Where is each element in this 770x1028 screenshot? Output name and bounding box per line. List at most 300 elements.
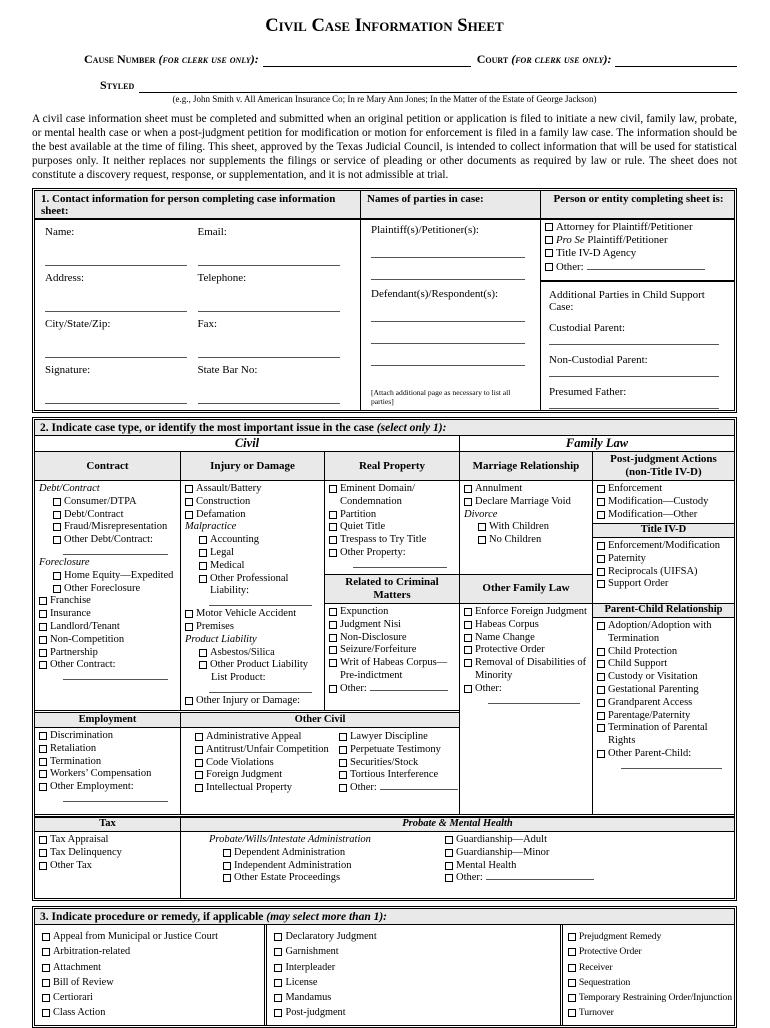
section-1-contact-information — [32, 188, 737, 413]
checkbox-other-estate-proceedings[interactable] — [223, 874, 231, 882]
checkbox-administrative-appeal[interactable] — [195, 733, 203, 741]
checkbox-premises[interactable] — [185, 623, 193, 631]
checkbox-attachment[interactable] — [42, 964, 50, 972]
checkbox-protective-order[interactable] — [464, 646, 472, 654]
checkbox-judgment-nisi[interactable] — [329, 621, 337, 629]
label-modification-custody: Modification—Custody — [608, 495, 709, 507]
checkbox-habeas-corpus[interactable] — [464, 621, 472, 629]
court-label: Court — [476, 52, 509, 66]
fill-in-line[interactable] — [370, 683, 448, 691]
label-other-professional-liability: Other Professional Liability: — [210, 572, 289, 597]
checkbox-name-change[interactable] — [464, 634, 472, 642]
other-civil-lists — [181, 728, 459, 814]
label-foreign-judgment: Foreign Judgment — [206, 769, 283, 781]
custodial-parent-field-group — [549, 322, 726, 345]
defendant-line-1[interactable] — [371, 300, 525, 322]
probate-mental-health-column — [181, 817, 734, 898]
title-iv-d-header: Title IV-D — [593, 523, 734, 538]
checkbox-reciprocals-uifsa[interactable] — [597, 568, 605, 576]
label-modification-other: Modification—Other — [608, 508, 698, 520]
name-field-group — [45, 226, 198, 271]
checkbox-appeal-from-municipal-or-justice-court[interactable] — [42, 933, 50, 941]
group-label-foreclosure: Foreclosure — [39, 556, 90, 568]
checkbox-other[interactable] — [545, 263, 553, 271]
label-expunction: Expunction — [340, 606, 389, 617]
checkbox-other[interactable] — [329, 685, 337, 693]
state-bar-no-input-line[interactable] — [198, 403, 340, 404]
checkbox-code-violations[interactable] — [195, 759, 203, 767]
fill-in-line[interactable] — [353, 560, 447, 568]
label-judgment-nisi: Judgment Nisi — [340, 618, 401, 630]
custodial-parent-label: Custodial Parent: — [549, 321, 626, 334]
post-judgment-actions-line-2: (non-Title IV-D) — [625, 466, 702, 478]
label-paternity: Paternity — [608, 552, 646, 564]
label-receiver: Receiver — [578, 961, 613, 973]
plaintiff-label: Plaintiff(s)/Petitioner(s): — [371, 224, 479, 236]
label-administrative-appeal: Administrative Appeal — [206, 731, 302, 742]
address-field-group — [45, 272, 198, 317]
civil-region — [35, 481, 460, 814]
label-other-property: Other Property: — [340, 546, 406, 558]
checkbox-guardianship-adult[interactable] — [445, 836, 453, 844]
telephone-input-line[interactable] — [198, 311, 340, 312]
label-sequestration: Sequestration — [578, 976, 631, 988]
label-perpetuate-testimony: Perpetuate Testimony — [350, 743, 441, 755]
section-3-title: 3. Indicate procedure or remedy, if applicable — [40, 911, 267, 923]
fill-in-line[interactable] — [63, 547, 168, 555]
label-name-change: Name Change — [475, 631, 535, 643]
label-guardianship-adult: Guardianship—Adult — [456, 834, 547, 845]
post-judgment-column — [593, 481, 734, 814]
label-home-equity-expedited: Home Equity—Expedited — [64, 569, 174, 581]
tax-probate-row — [35, 814, 734, 898]
label-tax-appraisal: Tax Appraisal — [50, 834, 109, 845]
fill-in-line[interactable] — [209, 685, 312, 693]
fill-in-line[interactable] — [587, 262, 705, 270]
label-fraud-misrepresentation: Fraud/Misrepresentation — [64, 521, 168, 533]
label-legal: Legal — [210, 546, 234, 558]
checkbox-tax-delinquency[interactable] — [39, 849, 47, 857]
checkbox-lawyer-discipline[interactable] — [339, 733, 347, 741]
fill-in-line[interactable] — [63, 672, 168, 680]
checkbox-assault-battery[interactable] — [185, 485, 193, 493]
label-tax-delinquency: Tax Delinquency — [50, 846, 122, 858]
label-code-violations: Code Violations — [206, 756, 274, 768]
custodial-parent-input-line[interactable] — [549, 334, 719, 345]
checkbox-writ-of-habeas-corpus-pre-indictment[interactable] — [329, 659, 337, 667]
section-2-body — [35, 481, 734, 814]
label-eminent-domain-condemnation: Eminent Domain/ Condemnation — [340, 483, 415, 507]
label-other-product-liability: Other Product Liability — [210, 659, 308, 671]
defendant-line-3[interactable] — [371, 344, 525, 366]
probate-mental-health-header: Probate & Mental Health — [181, 817, 734, 832]
label-other-tax: Other Tax — [50, 859, 92, 871]
checkbox-post-judgment[interactable] — [274, 1009, 282, 1017]
checkbox-declaratory-judgment[interactable] — [274, 933, 282, 941]
city-state-zip-field-group — [45, 318, 198, 363]
checkbox-enforcement[interactable] — [597, 485, 605, 493]
label-plaintiff-petitioner: Pro Se Plaintiff/Petitioner — [556, 234, 668, 247]
label-motor-vehicle-accident: Motor Vehicle Accident — [196, 608, 297, 620]
email-label: Email: — [197, 226, 227, 238]
checkbox-attorney-for-plaintiff-petitioner[interactable] — [545, 223, 553, 231]
checkbox-other-debt-contract[interactable] — [53, 536, 61, 544]
checkbox-intellectual-property[interactable] — [195, 784, 203, 792]
non-custodial-parent-field-group — [549, 354, 726, 377]
checkbox-eminent-domain-condemnation[interactable] — [329, 485, 337, 493]
checkbox-other-foreclosure[interactable] — [53, 585, 61, 593]
telephone-label: Telephone: — [197, 272, 247, 284]
injury-or-damage-header: Injury or Damage — [181, 452, 325, 480]
marriage-relationship-list — [460, 481, 592, 574]
employment-other-civil-row — [35, 710, 459, 814]
section-1-header-row — [35, 191, 734, 220]
procedure-list-2 — [267, 925, 562, 1025]
contract-list — [35, 481, 181, 710]
label-dependent-administration: Dependent Administration — [234, 846, 346, 858]
checkbox-accounting[interactable] — [199, 536, 207, 544]
address-input-line[interactable] — [45, 311, 187, 312]
other-family-law-header: Other Family Law — [460, 574, 592, 604]
label-non-disclosure: Non-Disclosure — [340, 631, 407, 643]
label-interpleader: Interpleader — [285, 961, 336, 973]
label-mental-health: Mental Health — [456, 859, 517, 871]
address-label: Address: — [45, 272, 85, 284]
label-franchise: Franchise — [50, 595, 91, 607]
label-with-children: With Children — [489, 521, 549, 533]
checkbox-turnover[interactable] — [568, 1009, 576, 1017]
fill-in-line[interactable] — [488, 696, 580, 704]
fax-label: Fax: — [197, 318, 218, 330]
checkbox-motor-vehicle-accident[interactable] — [185, 610, 193, 618]
title-iv-d-list — [593, 538, 734, 592]
section-2-title-note: (select only 1): — [376, 422, 447, 434]
parties-column — [361, 220, 541, 410]
telephone-field-group — [198, 272, 351, 317]
civil-family-header-row — [35, 436, 734, 452]
checkbox-garnishment[interactable] — [274, 948, 282, 956]
checkbox-home-equity-expedited[interactable] — [53, 572, 61, 580]
probate-list-b — [443, 832, 734, 898]
fax-input-line[interactable] — [198, 357, 340, 358]
checkbox-declare-marriage-void[interactable] — [464, 498, 472, 506]
checkbox-consumer-dtpa[interactable] — [53, 498, 61, 506]
parties-title: Names of parties in case: — [361, 191, 541, 218]
post-judgment-list — [593, 481, 734, 523]
checkbox-child-support[interactable] — [597, 660, 605, 668]
label-other-foreclosure: Other Foreclosure — [64, 582, 141, 594]
checkbox-partition[interactable] — [329, 511, 337, 519]
checkbox-tax-appraisal[interactable] — [39, 836, 47, 844]
checkbox-modification-other[interactable] — [597, 511, 605, 519]
attach-note: [Attach additional page as necessary to list all parties] — [371, 388, 511, 406]
label-discrimination: Discrimination — [50, 730, 113, 741]
checkbox-prejudgment-remedy[interactable] — [568, 933, 576, 941]
label-mandamus: Mandamus — [285, 992, 332, 1004]
label-workers-compensation: Workers’ Compensation — [50, 768, 152, 780]
label-arbitration-related: Arbitration-related — [53, 946, 131, 958]
label-protective-order: Protective Order — [578, 946, 642, 958]
group-label-product-liability: Product Liability — [185, 633, 257, 645]
label-declaratory-judgment: Declaratory Judgment — [285, 931, 377, 942]
additional-parties-block — [541, 282, 734, 409]
post-judgment-actions-header — [593, 452, 734, 480]
person-entity-column — [541, 220, 734, 410]
label-other: Other: — [350, 782, 459, 795]
section-2-title-bar — [35, 420, 734, 436]
checkbox-other-tax[interactable] — [39, 862, 47, 870]
checkbox-partnership[interactable] — [39, 649, 47, 657]
checkbox-arbitration-related[interactable] — [42, 948, 50, 956]
checkbox-perpetuate-testimony[interactable] — [339, 746, 347, 754]
checkbox-trespass-to-try-title[interactable] — [329, 536, 337, 544]
label-protective-order: Protective Order — [475, 644, 545, 656]
label-appeal-from-municipal-or-justice-court: Appeal from Municipal or Justice Court — [53, 931, 219, 942]
checkbox-custody-or-visitation[interactable] — [597, 673, 605, 681]
section-1-body — [35, 220, 734, 410]
label-child-support: Child Support — [608, 658, 668, 670]
other-civil-list-a — [181, 728, 337, 814]
styled-field[interactable] — [139, 80, 737, 93]
fax-field-group — [198, 318, 351, 363]
checkbox-plaintiff-petitioner[interactable] — [545, 236, 553, 244]
checkbox-asbestos-silica[interactable] — [199, 649, 207, 657]
checkbox-other[interactable] — [339, 784, 347, 792]
checkbox-other-injury-or-damage[interactable] — [185, 697, 193, 705]
checkbox-franchise[interactable] — [39, 597, 47, 605]
fill-in-line[interactable] — [63, 794, 168, 802]
styled-hint: (e.g., John Smith v. All American Insurance Co; In re Mary Ann Jones; In the Matter of the Estate of George Jackson) — [172, 94, 597, 104]
label-declare-marriage-void: Declare Marriage Void — [475, 495, 571, 507]
checkbox-other-professional-liability[interactable] — [199, 575, 207, 583]
label-writ-of-habeas-corpus-pre-indictment: Writ of Habeas Corpus— Pre-indictment — [340, 657, 448, 681]
civil-header: Civil — [35, 436, 460, 451]
checkbox-interpleader[interactable] — [274, 964, 282, 972]
checkbox-sequestration[interactable] — [568, 979, 576, 987]
checkbox-construction[interactable] — [185, 498, 193, 506]
checkbox-class-action[interactable] — [42, 1009, 50, 1017]
injury-list — [181, 481, 325, 710]
presumed-father-label: Presumed Father: — [549, 385, 627, 398]
checkbox-temporary-restraining-order-injunction[interactable] — [568, 994, 576, 1002]
checkbox-seizure-forfeiture[interactable] — [329, 646, 337, 654]
label-guardianship-minor: Guardianship—Minor — [456, 846, 550, 858]
real-property-list — [325, 481, 459, 574]
checkbox-workers-compensation[interactable] — [39, 770, 47, 778]
label-asbestos-silica: Asbestos/Silica — [210, 646, 275, 658]
checkbox-removal-of-disabilities-of-minority[interactable] — [464, 659, 472, 667]
checkbox-receiver[interactable] — [568, 964, 576, 972]
related-to-criminal-matters-header: Related to Criminal Matters — [325, 574, 459, 604]
additional-parties-title: Additional Parties in Child Support Case: — [549, 288, 705, 313]
email-input-line[interactable] — [198, 265, 340, 266]
employment-list — [35, 728, 180, 804]
label-termination-of-parental-rights: Termination of Parental Rights — [608, 722, 708, 747]
section-3-title-note: (may select more than 1): — [266, 911, 388, 923]
checkbox-grandparent-access[interactable] — [597, 699, 605, 707]
checkbox-bill-of-review[interactable] — [42, 979, 50, 987]
checkbox-foreign-judgment[interactable] — [195, 771, 203, 779]
checkbox-debt-contract[interactable] — [53, 511, 61, 519]
label-landlord-tenant: Landlord/Tenant — [50, 620, 120, 632]
checkbox-modification-custody[interactable] — [597, 498, 605, 506]
family-law-header: Family Law — [565, 436, 629, 450]
checkbox-legal[interactable] — [199, 549, 207, 557]
checkbox-guardianship-minor[interactable] — [445, 849, 453, 857]
label-attorney-for-plaintiff-petitioner: Attorney for Plaintiff/Petitioner — [556, 221, 693, 233]
label-trespass-to-try-title: Trespass to Try Title — [340, 534, 427, 546]
real-property-column — [325, 481, 459, 710]
civil-columns — [35, 481, 459, 710]
checkbox-termination[interactable] — [39, 758, 47, 766]
label-accounting: Accounting — [210, 534, 259, 546]
state-bar-no-label: State Bar No: — [197, 364, 258, 376]
styled-row — [100, 78, 737, 93]
checkbox-support-order[interactable] — [597, 580, 605, 588]
checkbox-paternity[interactable] — [597, 555, 605, 563]
label-other-injury-or-damage: Other Injury or Damage: — [196, 694, 301, 706]
checkbox-termination-of-parental-rights[interactable] — [597, 724, 605, 732]
checkbox-other[interactable] — [464, 685, 472, 693]
non-custodial-parent-label: Non-Custodial Parent: — [549, 353, 648, 366]
name-label: Name: — [45, 226, 75, 238]
label-adoption-adoption-with-termination: Adoption/Adoption with Termination — [608, 620, 712, 644]
name-input-line[interactable] — [45, 265, 187, 266]
checkbox-other-employment[interactable] — [39, 783, 47, 791]
checkbox-protective-order[interactable] — [568, 948, 576, 956]
checkbox-enforcement-modification[interactable] — [597, 542, 605, 550]
checkbox-mandamus[interactable] — [274, 994, 282, 1002]
label-turnover: Turnover — [578, 1007, 614, 1019]
label-grandparent-access: Grandparent Access — [608, 696, 693, 708]
checkbox-other-product-liability[interactable] — [199, 661, 207, 669]
signature-input-line[interactable] — [45, 403, 187, 404]
criminal-matters-list — [325, 604, 459, 710]
checkbox-quiet-title[interactable] — [329, 523, 337, 531]
label-partition: Partition — [340, 508, 377, 520]
checkbox-enforce-foreign-judgment[interactable] — [464, 608, 472, 616]
section-1-title: 1. Contact information for person completing case information sheet: — [35, 191, 361, 218]
checkbox-discrimination[interactable] — [39, 732, 47, 740]
email-field-group — [198, 226, 351, 271]
fill-in-line[interactable] — [621, 761, 722, 769]
family-law-region — [460, 481, 734, 814]
label-other-contract: Other Contract: — [50, 659, 116, 671]
sub-label-list-product: List Product: — [211, 672, 266, 684]
cause-number-field[interactable] — [263, 54, 471, 67]
checkbox-adoption-adoption-with-termination[interactable] — [597, 622, 605, 630]
employment-header: Employment — [35, 713, 180, 728]
checkbox-expunction[interactable] — [329, 608, 337, 616]
checkbox-non-disclosure[interactable] — [329, 634, 337, 642]
checkbox-with-children[interactable] — [478, 523, 486, 531]
checkbox-insurance[interactable] — [39, 610, 47, 618]
other-civil-column — [181, 713, 459, 814]
real-property-header: Real Property — [325, 452, 460, 480]
label-other: Other: — [340, 683, 457, 696]
section-2-case-type — [32, 417, 737, 901]
checkbox-other[interactable] — [445, 874, 453, 882]
checkbox-dependent-administration[interactable] — [223, 849, 231, 857]
checkbox-defamation[interactable] — [185, 511, 193, 519]
fill-in-line[interactable] — [380, 782, 458, 790]
checkbox-title-iv-d-agency[interactable] — [545, 249, 553, 257]
label-construction: Construction — [196, 495, 251, 507]
checkbox-certiorari[interactable] — [42, 994, 50, 1002]
checkbox-antitrust-unfair-competition[interactable] — [195, 746, 203, 754]
city-state-zip-input-line[interactable] — [45, 357, 187, 358]
label-post-judgment: Post-judgment — [285, 1007, 346, 1019]
checkbox-child-protection[interactable] — [597, 648, 605, 656]
label-removal-of-disabilities-of-minority: Removal of Disabilities of Minority — [475, 657, 587, 681]
checkbox-license[interactable] — [274, 979, 282, 987]
section-3-procedure-remedy — [32, 906, 737, 1028]
group-label-probate-wills-intestate-administration: Probate/Wills/Intestate Administration — [209, 834, 371, 845]
plaintiff-line-1[interactable] — [371, 236, 525, 258]
parent-child-list — [593, 618, 734, 814]
non-custodial-parent-input-line[interactable] — [549, 366, 719, 377]
plaintiff-line-2[interactable] — [371, 258, 525, 280]
checkbox-other-property[interactable] — [329, 549, 337, 557]
fill-in-line[interactable] — [486, 872, 594, 880]
parent-child-relationship-header: Parent-Child Relationship — [593, 603, 734, 618]
signature-label: Signature: — [45, 364, 91, 376]
checkbox-parentage-paternity[interactable] — [597, 712, 605, 720]
page-title: Civil Case Information Sheet — [265, 16, 504, 36]
checkbox-other-parent-child[interactable] — [597, 750, 605, 758]
label-antitrust-unfair-competition: Antitrust/Unfair Competition — [206, 743, 329, 755]
label-habeas-corpus: Habeas Corpus — [475, 618, 539, 630]
label-termination: Termination — [50, 755, 102, 767]
cause-clerk-note: (for clerk use only): — [158, 52, 259, 66]
label-reciprocals-uifsa: Reciprocals (UIFSA) — [608, 565, 698, 577]
intro-paragraph: A civil case information sheet must be completed and submitted when an original petition or application is filed to initiate a new civil, family law, probate, or mental health case or when a post-judgment petition for modification or motion for enforcement is filed in a family law case. The information should be the best available at the time of filing. This sheet, approved by the Texas Judicial Council, is intended to collect information that will be used for statistical purposes only. It neither replaces nor supplements the filings or service of pleading or other documents as required by law or rule. The sheet does not constitute a discovery request, response, or supplementation, and it is not admissible at trial. — [32, 113, 737, 181]
checkbox-non-competition[interactable] — [39, 636, 47, 644]
checkbox-gestational-parenting[interactable] — [597, 686, 605, 694]
checkbox-landlord-tenant[interactable] — [39, 623, 47, 631]
person-entity-options — [541, 220, 734, 282]
label-non-competition: Non-Competition — [50, 633, 125, 645]
checkbox-mental-health[interactable] — [445, 862, 453, 870]
label-seizure-forfeiture: Seizure/Forfeiture — [340, 644, 417, 656]
other-civil-header: Other Civil — [181, 713, 459, 728]
checkbox-fraud-misrepresentation[interactable] — [53, 523, 61, 531]
defendant-line-2[interactable] — [371, 322, 525, 344]
court-field[interactable] — [615, 54, 737, 67]
checkbox-independent-administration[interactable] — [223, 862, 231, 870]
presumed-father-input-line[interactable] — [549, 398, 719, 409]
checkbox-tortious-interference[interactable] — [339, 771, 347, 779]
checkbox-annulment[interactable] — [464, 485, 472, 493]
label-bill-of-review: Bill of Review — [53, 976, 114, 988]
fill-in-line[interactable] — [209, 598, 312, 606]
tax-header: Tax — [35, 817, 180, 832]
checkbox-securities-stock[interactable] — [339, 759, 347, 767]
label-certiorari: Certiorari — [53, 992, 94, 1004]
label-tortious-interference: Tortious Interference — [350, 769, 439, 781]
label-enforcement: Enforcement — [608, 483, 663, 494]
checkbox-other-contract[interactable] — [39, 661, 47, 669]
group-label-divorce: Divorce — [464, 508, 498, 520]
label-other: Other: — [456, 872, 734, 885]
label-enforce-foreign-judgment: Enforce Foreign Judgment — [475, 606, 587, 617]
checkbox-no-children[interactable] — [478, 536, 486, 544]
checkbox-medical[interactable] — [199, 562, 207, 570]
checkbox-retaliation[interactable] — [39, 745, 47, 753]
label-license: License — [285, 976, 318, 988]
cause-number-label: Cause Number — [84, 52, 156, 66]
section-3-title-bar — [35, 909, 734, 925]
